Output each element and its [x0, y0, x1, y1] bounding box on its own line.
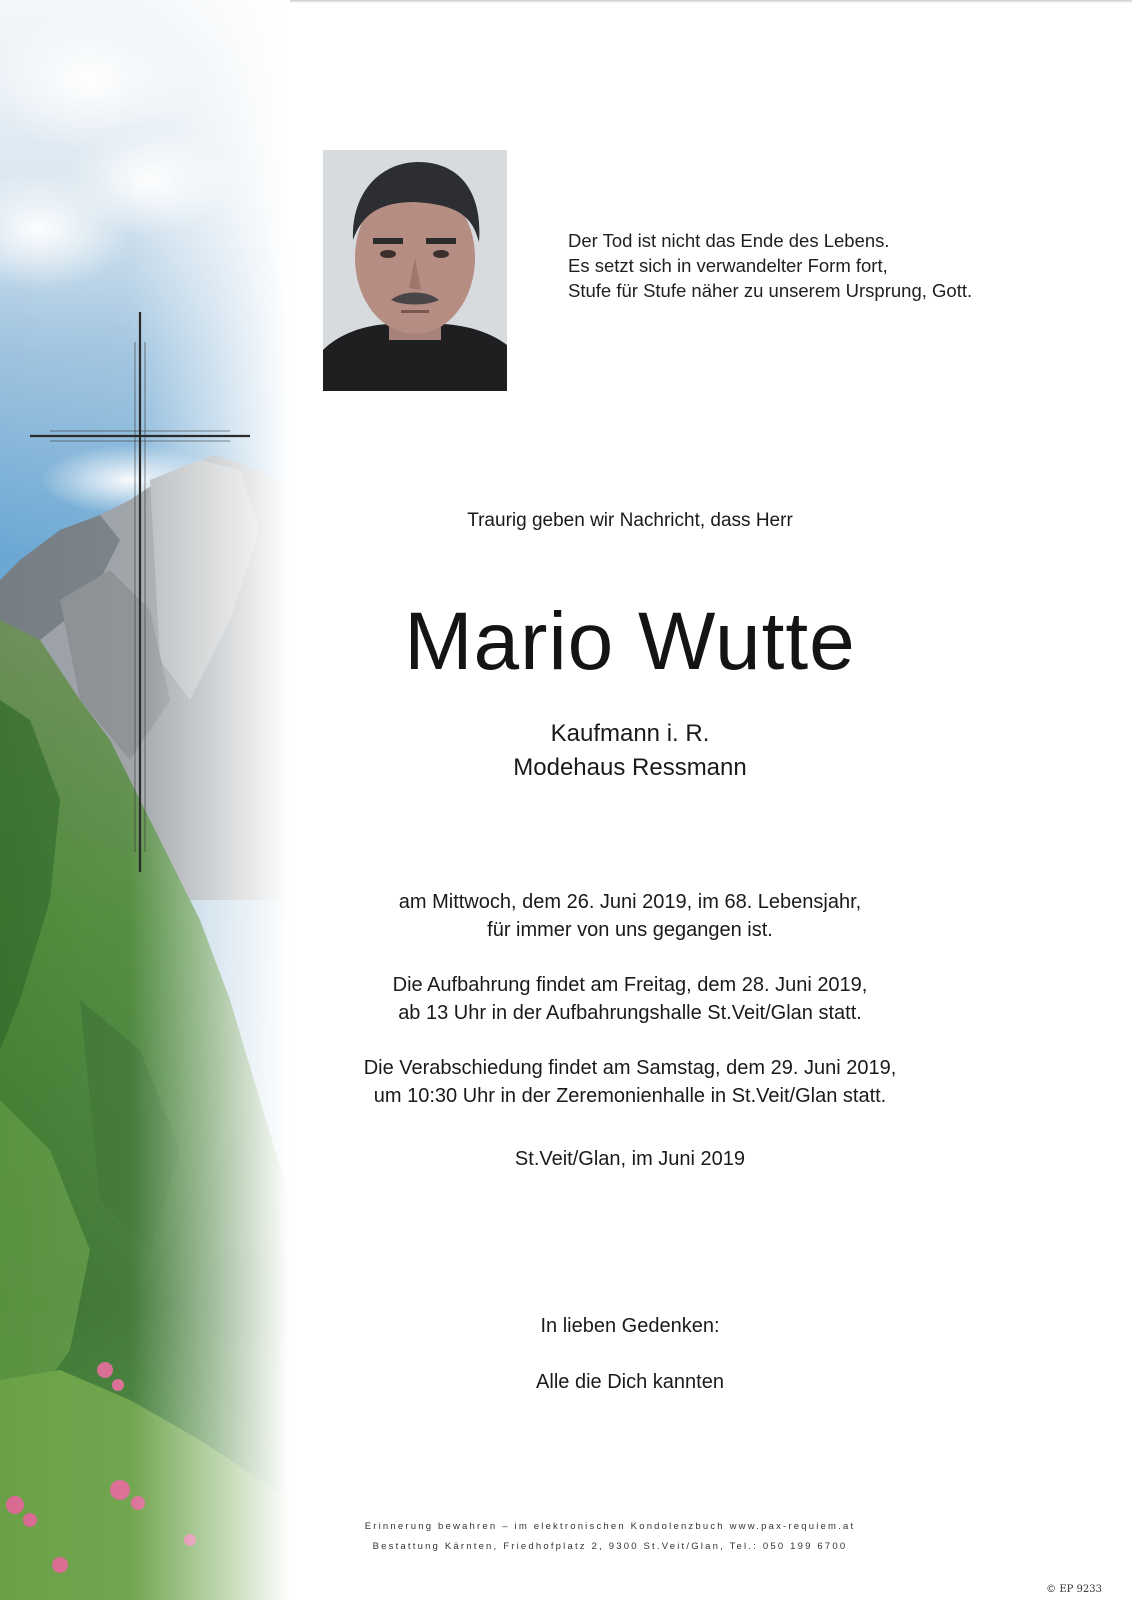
death-paragraph	[290, 888, 970, 944]
death-line: am Mittwoch, dem 26. Juni 2019, im 68. Lebensjahr,	[398, 891, 862, 913]
farewell-line: Die Verabschiedung findet am Samstag, dem 29. Juni 2019,	[363, 1057, 897, 1079]
occupation	[300, 717, 960, 785]
occupation-title: Kaufmann i. R.	[550, 720, 710, 747]
signature: Alle die Dich kannten	[536, 1371, 724, 1393]
cross-icon	[30, 312, 250, 872]
farewell-line: um 10:30 Uhr in der Zeremonienhalle in St.Veit/Glan statt.	[373, 1085, 887, 1107]
memory-heading: In lieben Gedenken:	[540, 1315, 720, 1337]
viewing-line: Die Aufbahrung findet am Freitag, dem 28. Juni 2019,	[392, 974, 868, 996]
footer-funeral-home-line: Bestattung Kärnten, Friedhofplatz 2, 9300 St.Veit/Glan, Tel.: 050 199 6700	[372, 1541, 848, 1552]
quote-line: Stufe für Stufe näher zu unserem Ursprung, Gott.	[568, 280, 973, 301]
viewing-paragraph	[290, 971, 970, 1027]
portrait-photo	[323, 150, 507, 391]
footer-condolence-line: Erinnerung bewahren – im elektronischen Kondolenzbuch www.pax-requiem.at	[364, 1521, 856, 1532]
farewell-paragraph	[290, 1054, 970, 1110]
death-line: für immer von uns gegangen ist.	[487, 919, 773, 941]
document-code: © EP 9233	[1046, 1584, 1102, 1595]
deceased-name: Mario Wutte	[404, 596, 856, 687]
announcement-intro: Traurig geben wir Nachricht, dass Herr	[467, 510, 793, 531]
occupation-company: Modehaus Ressmann	[513, 754, 747, 781]
quote-line: Es setzt sich in verwandelter Form fort,	[568, 255, 888, 276]
viewing-line: ab 13 Uhr in der Aufbahrungshalle St.Veit/Glan statt.	[398, 1002, 862, 1024]
quote-line: Der Tod ist nicht das Ende des Lebens.	[568, 230, 890, 251]
quote-text	[568, 228, 972, 303]
place-date: St.Veit/Glan, im Juni 2019	[514, 1148, 746, 1170]
